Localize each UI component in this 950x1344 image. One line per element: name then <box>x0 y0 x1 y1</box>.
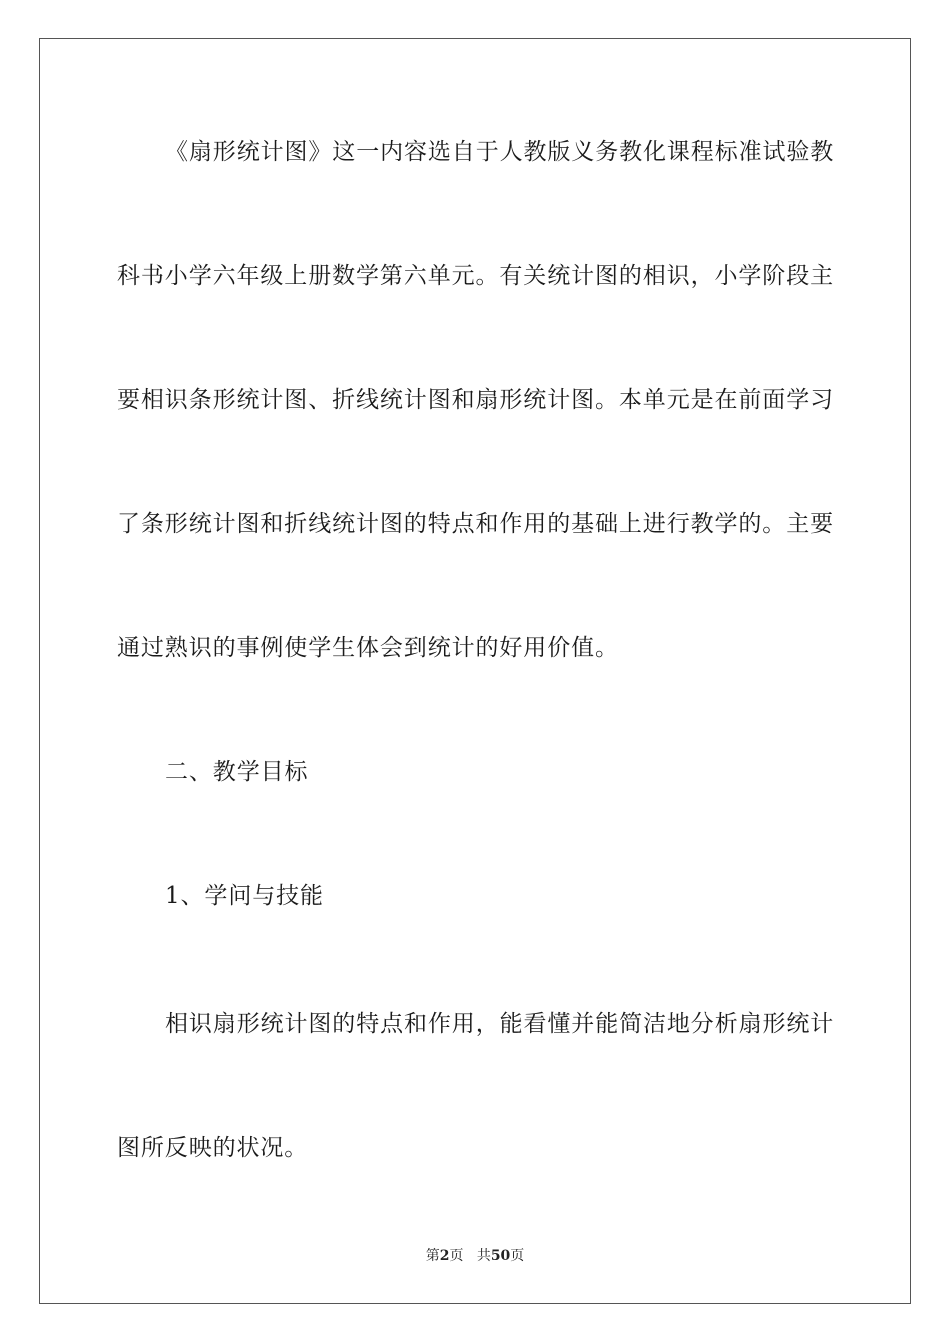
total-suffix: 页 <box>510 1248 525 1264</box>
paragraph-line: 了条形统计图和折线统计图的特点和作用的基础上进行教学的。主要 <box>117 511 834 537</box>
page-prefix: 第 <box>425 1248 440 1264</box>
paragraph-line: 要相识条形统计图、折线统计图和扇形统计图。本单元是在前面学习 <box>117 387 834 413</box>
total-pages: 50 <box>490 1248 511 1264</box>
subsection-heading: 1、学问与技能 <box>165 883 324 909</box>
total-prefix: 共 <box>476 1248 491 1264</box>
paragraph-line: 科书小学六年级上册数学第六单元。有关统计图的相识，小学阶段主 <box>117 263 834 289</box>
section-heading: 二、教学目标 <box>165 759 309 785</box>
page-border <box>39 38 911 1304</box>
paragraph-line: 相识扇形统计图的特点和作用，能看懂并能简洁地分析扇形统计 <box>165 1011 835 1037</box>
page-suffix: 页 <box>449 1248 464 1264</box>
page-footer <box>0 1247 950 1265</box>
page-number: 2 <box>439 1248 450 1264</box>
paragraph-line: 通过熟识的事例使学生体会到统计的好用价值。 <box>117 635 619 661</box>
paragraph-line: 《扇形统计图》这一内容选自于人教版义务教化课程标准试验教 <box>165 139 835 165</box>
paragraph-line: 图所反映的状况。 <box>117 1135 309 1161</box>
